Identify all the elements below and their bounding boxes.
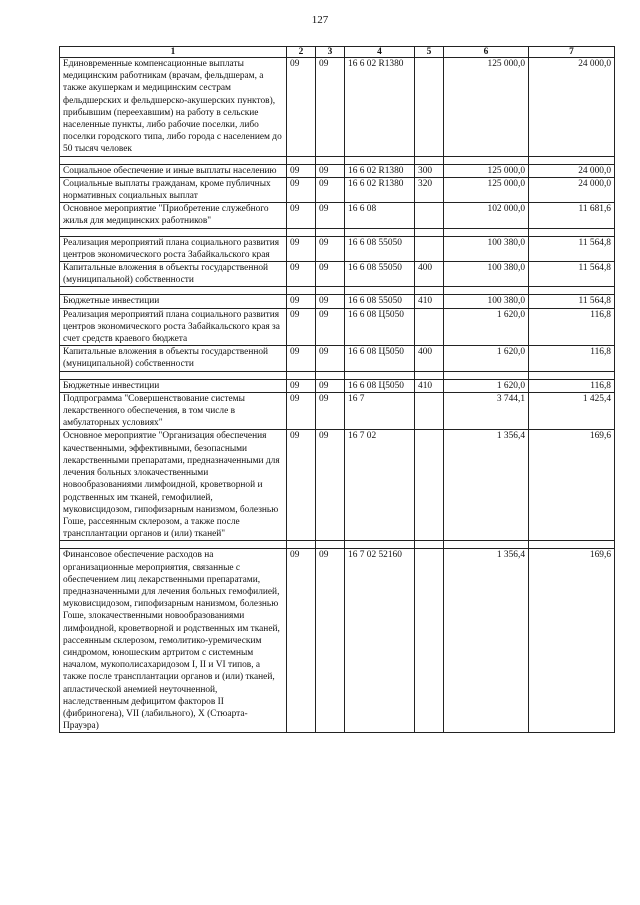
row-amount1: 125 000,0 xyxy=(444,58,529,157)
row-expense-type: 410 xyxy=(415,295,444,308)
row-section: 09 xyxy=(287,549,316,733)
row-subsection: 09 xyxy=(316,262,345,287)
row-amount2: 116,8 xyxy=(529,308,615,346)
table-row xyxy=(60,392,615,430)
header-col-subsection: 3 xyxy=(316,47,345,58)
row-subsection: 09 xyxy=(316,430,345,541)
table-row xyxy=(60,177,615,202)
row-section: 09 xyxy=(287,164,316,177)
row-target: 16 6 08 Ц5050 xyxy=(345,308,415,346)
row-expense-type xyxy=(415,549,444,733)
spacer-row xyxy=(60,228,615,236)
row-name: Финансовое обеспечение расходов на организационные мероприятия, связанные с обеспечением лиц лекарственными препаратами, предназначенными для лечения больных гемофилией, муковисцидозом, гипофизарным нанизмом, болезнью Гоше, злокачественными новообразованиями лимфоидной, кроветворной и родственных им тканей, рассеянным склерозом, гемолитико-уремическим синдромом, юношеским артритом с системным началом, мукополисахаридозом I, II и VI типов, а также после трансплантации органов и (или) тканей, апластической анемией неуточненной, наследственным дефицитом факторов II (фибриногена), VII (лабильного), X (Стюарта-Прауэра) xyxy=(60,549,287,733)
row-expense-type: 400 xyxy=(415,346,444,371)
row-target: 16 7 xyxy=(345,392,415,430)
row-amount2: 1 425,4 xyxy=(529,392,615,430)
row-subsection: 09 xyxy=(316,236,345,261)
row-target: 16 6 08 55050 xyxy=(345,295,415,308)
row-expense-type xyxy=(415,308,444,346)
row-subsection: 09 xyxy=(316,549,345,733)
header-col-amount1: 6 xyxy=(444,47,529,58)
row-subsection: 09 xyxy=(316,308,345,346)
row-target: 16 6 02 R1380 xyxy=(345,164,415,177)
table-row xyxy=(60,346,615,371)
row-name: Реализация мероприятий плана социального развития центров экономического роста Забайкальского края за счет средств краевого бюджета xyxy=(60,308,287,346)
spacer-row xyxy=(60,371,615,379)
row-target: 16 6 08 Ц5050 xyxy=(345,379,415,392)
row-name: Единовременные компенсационные выплаты медицинским работникам (врачам, фельдшерам, а также акушеркам и медицинским сестрам фельдшерских и фельдшерско-акушерских пунктов), прибывшим (переехавшим) на работу в сельские населенные пункты, либо рабочие поселки, либо поселки городского типа, либо города с населением до 50 тысяч человек xyxy=(60,58,287,157)
row-name: Реализация мероприятий плана социального развития центров экономического роста Забайкальского края xyxy=(60,236,287,261)
table-row xyxy=(60,549,615,733)
row-target: 16 7 02 xyxy=(345,430,415,541)
row-expense-type xyxy=(415,430,444,541)
row-amount2: 169,6 xyxy=(529,430,615,541)
row-name: Бюджетные инвестиции xyxy=(60,295,287,308)
row-expense-type: 320 xyxy=(415,177,444,202)
table-row xyxy=(60,379,615,392)
row-name: Бюджетные инвестиции xyxy=(60,379,287,392)
header-col-section: 2 xyxy=(287,47,316,58)
row-section: 09 xyxy=(287,236,316,261)
header-col-target: 4 xyxy=(345,47,415,58)
header-col-name: 1 xyxy=(60,47,287,58)
row-name: Капитальные вложения в объекты государственной (муниципальной) собственности xyxy=(60,262,287,287)
row-section: 09 xyxy=(287,392,316,430)
table-row xyxy=(60,308,615,346)
row-section: 09 xyxy=(287,262,316,287)
row-subsection: 09 xyxy=(316,379,345,392)
page-number: 127 xyxy=(311,14,329,26)
header-col-expense-type: 5 xyxy=(415,47,444,58)
row-expense-type: 400 xyxy=(415,262,444,287)
row-amount2: 169,6 xyxy=(529,549,615,733)
row-name: Социальные выплаты гражданам, кроме публичных нормативных социальных выплат xyxy=(60,177,287,202)
row-section: 09 xyxy=(287,346,316,371)
row-section: 09 xyxy=(287,379,316,392)
row-section: 09 xyxy=(287,295,316,308)
row-subsection: 09 xyxy=(316,203,345,228)
row-expense-type xyxy=(415,392,444,430)
row-target: 16 6 08 xyxy=(345,203,415,228)
row-subsection: 09 xyxy=(316,346,345,371)
table-row xyxy=(60,203,615,228)
row-amount2: 11 681,6 xyxy=(529,203,615,228)
row-amount1: 3 744,1 xyxy=(444,392,529,430)
row-subsection: 09 xyxy=(316,164,345,177)
row-expense-type: 410 xyxy=(415,379,444,392)
row-amount1: 125 000,0 xyxy=(444,177,529,202)
row-amount2: 11 564,8 xyxy=(529,236,615,261)
row-expense-type xyxy=(415,58,444,157)
row-amount2: 24 000,0 xyxy=(529,58,615,157)
row-target: 16 6 08 55050 xyxy=(345,236,415,261)
row-section: 09 xyxy=(287,430,316,541)
table-row xyxy=(60,236,615,261)
row-amount2: 116,8 xyxy=(529,379,615,392)
budget-table xyxy=(59,46,615,733)
row-expense-type xyxy=(415,203,444,228)
row-amount1: 125 000,0 xyxy=(444,164,529,177)
row-amount2: 24 000,0 xyxy=(529,164,615,177)
row-name: Основное мероприятие "Приобретение служебного жилья для медицинских работников" xyxy=(60,203,287,228)
row-name: Капитальные вложения в объекты государственной (муниципальной) собственности xyxy=(60,346,287,371)
row-target: 16 6 02 R1380 xyxy=(345,58,415,157)
table-row xyxy=(60,430,615,541)
row-name: Социальное обеспечение и иные выплаты населению xyxy=(60,164,287,177)
row-target: 16 6 08 Ц5050 xyxy=(345,346,415,371)
row-target: 16 6 02 R1380 xyxy=(345,177,415,202)
row-name: Подпрограмма "Совершенствование системы лекарственного обеспечения, в том числе в амбулаторных условиях" xyxy=(60,392,287,430)
row-section: 09 xyxy=(287,177,316,202)
row-target: 16 7 02 52160 xyxy=(345,549,415,733)
row-amount2: 24 000,0 xyxy=(529,177,615,202)
row-amount1: 102 000,0 xyxy=(444,203,529,228)
table-row xyxy=(60,164,615,177)
spacer-row xyxy=(60,287,615,295)
row-section: 09 xyxy=(287,58,316,157)
row-amount1: 100 380,0 xyxy=(444,295,529,308)
row-amount1: 1 356,4 xyxy=(444,430,529,541)
table-row xyxy=(60,295,615,308)
row-target: 16 6 08 55050 xyxy=(345,262,415,287)
header-row xyxy=(60,47,615,58)
row-amount1: 1 620,0 xyxy=(444,379,529,392)
row-expense-type: 300 xyxy=(415,164,444,177)
spacer-row xyxy=(60,156,615,164)
row-subsection: 09 xyxy=(316,295,345,308)
row-amount1: 1 620,0 xyxy=(444,346,529,371)
row-amount1: 1 356,4 xyxy=(444,549,529,733)
row-subsection: 09 xyxy=(316,392,345,430)
row-expense-type xyxy=(415,236,444,261)
row-subsection: 09 xyxy=(316,177,345,202)
spacer-row xyxy=(60,541,615,549)
table-row xyxy=(60,58,615,157)
row-amount2: 116,8 xyxy=(529,346,615,371)
table-row xyxy=(60,262,615,287)
header-col-amount2: 7 xyxy=(529,47,615,58)
row-amount2: 11 564,8 xyxy=(529,262,615,287)
row-amount2: 11 564,8 xyxy=(529,295,615,308)
row-section: 09 xyxy=(287,203,316,228)
row-subsection: 09 xyxy=(316,58,345,157)
row-amount1: 100 380,0 xyxy=(444,236,529,261)
row-amount1: 1 620,0 xyxy=(444,308,529,346)
row-name: Основное мероприятие "Организация обеспечения качественными, эффективными, безопасными лекарственными препаратами, предназначенными для лечения больных злокачественными новообразованиями лимфоидной, кроветворной и родственных им тканей, гемофилией, муковисцидозом, гипофизарным нанизмом, болезнью Гоше, рассеянным склерозом, а также после трансплантации органов и (или) тканей" xyxy=(60,430,287,541)
row-section: 09 xyxy=(287,308,316,346)
row-amount1: 100 380,0 xyxy=(444,262,529,287)
